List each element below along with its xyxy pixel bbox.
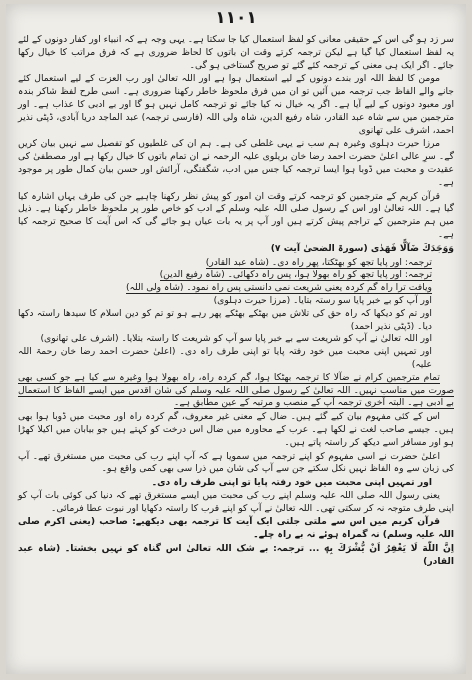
translation-line [18,257,432,270]
translation-line: اور تم کو دیکھا کہ راہ حق کی تلاش میں بھٹکے بھٹکے پھر رہے ہو تو تم کو دین اسلام کا سیدھا راستہ دکھا دیا۔ (ڈپٹی نذیر احمد) [18,307,432,332]
closing-verse: اِنَّ اللّٰهَ لَا يَغْفِرُ اَنْ يُّشْرَكَ بِهٖ ... ترجمہ: بے شک اللہ تعالیٰ اس گناہ کو نہیں بخشتا۔ (شاہ عبد القادر) [18,543,454,567]
ayah-verse: وَوَجَدَكَ ضَآلًّا فَهَدٰى (سورۃ الضحیٰ آیت ۷) [270,242,454,254]
document-page [6,4,466,674]
paragraph: اس کے کئی مفہوم بیان کیے گئے ہیں۔ ضال کے معنی غیر معروف، گم کردہ راہ اور محبت میں ڈوبا ہوا بھی ہیں۔ جیسے صاحب لغت نے لکھا ہے۔ عرب کے محاورہ میں ضال اس درخت کو کہتے ہیں جو بیابان میں اکیلا کھڑا ہو اور مسافر اسے دیکھ کر راستہ پاتے ہیں۔ [18,411,454,448]
underlined-text: تمام مترجمین کرام نے ضآلا کا ترجمہ بھٹکا ہوا، گم کردہ راہ، راہ بھولا ہوا وغیرہ سے کیا ہے جو کسی بھی صورت میں مناسب نہیں۔ اللہ تعالیٰ کے رسول صلی اللہ علیہ وسلم کی شان اقدس میں ایسے الفاظ کا استعمال بے ادبی ہے۔ البتہ آخری ترجمہ آپ کے منصب و مرتبہ کے عین مطابق ہے۔ [18,371,454,409]
translation-line [18,269,432,282]
body-text [18,34,454,570]
translation-text: ترجمہ: اور پایا تجھ کو بھٹکتا، پھر راہ دی۔ (شاہ عبد القادر) [205,256,432,268]
paragraph: مومن کا لفظ اللہ اور بندے دونوں کے لیے استعمال ہوا ہے اور اللہ تعالیٰ اور رب العزت کے لیے استعمال کئے جانے والے الفاظ جب ترجمہ میں آئیں تو ان میں فرق ملحوظ خاطر رکھنا ضروری ہے۔ اسی طرح لفظ شاکر بندہ اور معبود دونوں کے لیے آیا ہے۔ اگر یہ خیال نہ کیا جائے تو ترجمہ کامل نہیں ہو گا اور بے ادبی کا عذاب ہے۔ اور مترجمین میں سے شاہ عبد القادر، شاہ رفیع الدین، شاہ ولی اللہ (فارسی ترجمہ) عبد الماجد دریا آبادی، ڈپٹی نذیر احمد، اشرف علی تھانوی [18,73,454,136]
translation-line: اور تمہیں اپنی محبت میں خود رفتہ پایا تو اپنی طرف راہ دی۔ (اعلیٰ حضرت احمد رضا خان رحمۃ اللہ علیہ) [18,346,432,370]
translation-text: ترجمہ: اور پایا تجھ کو راہ بھولا ہوا، پس راہ دکھائی۔ (شاہ رفیع الدین) [159,269,432,281]
paragraph [18,516,454,542]
paragraph: اعلیٰ حضرت نے اسی مفہوم کو اپنے ترجمہ میں سمویا ہے کہ آپ اپنے رب کی محبت میں مستغرق تھے۔ آپ کی زبان سے وہ الفاظ نہیں نکل سکتے جن سے آپ کی شان میں ذرا سی بھی کمی واقع ہو۔ [18,450,454,475]
page-number: ۱۱۰۱ [215,8,257,28]
translation-line [18,282,432,295]
translation-line: اور اللہ تعالیٰ نے آپ کو شریعت سے بے خبر پایا سو آپ کو شریعت کا راستہ بتلایا۔ (اشرف علی تھانوی) [40,333,432,345]
translation-line: اور تمہیں اپنی محبت میں خود رفتہ پایا تو اپنی طرف راہ دی۔ [151,477,432,489]
paragraph [18,372,454,410]
translation-text: ویافت ترا راہ گم کردہ یعنی شریعت نمی دانستی پس راہ نمود۔ (شاہ ولی اللہ) [125,282,432,294]
paragraph: مرزا حیرت دہلوی وغیرہ ہم سب نے یہی غلطی کی ہے۔ ہم ان کی غلطیوں کو تفصیل سے نہیں بیان کریں گے۔ سرِ عالی اعلیٰ حضرت احمد رضا خان بریلوی علیہ الرحمہ نے ان تمام باتوں کا خیال رکھا ہے اور مصطفیٰ کی عقیدت و محبت میں ڈوبا ہوا ایسا ترجمہ کیا جس میں ادب، شگفتگی، آرائش اور حسن بیان کمال طور پر موجود ہے۔ [18,138,454,188]
paragraph: قرآن کریم کے مترجمین کو ترجمہ کرتے وقت ان امور کو پیش نظر رکھنا چاہیے جن کی طرف یہاں اشارہ کیا گیا ہے۔ اللہ تعالیٰ اور اس کے رسول صلی اللہ علیہ وسلم کے ادب کو خاص طور پر ملحوظ خاطر رکھنا ہے۔ ذیل میں ہم مترجمین کے تراجم پیش کرتے ہیں اور آپ پر یہ بات عیاں ہو جائے گی کہ اس آیت کا صحیح ترجمہ کیا ہے۔ [18,190,454,240]
paragraph: سر زد ہو گی اس کے حقیقی معانی کو لفظ استعمال کیا جا سکتا ہے۔ یہی وجہ ہے کہ انبیاء اور کفار دونوں کے لئے یہ لفظ استعمال کیا گیا ہے لیکن ترجمہ کرتے وقت ان باتوں کا لحاظ ضروری ہے کہ فرق مراتب کا خیال رکھا جائے۔ اگر ایک ہی معنی کے ترجمہ کئے گئے تو صریح گستاخی ہو گی۔ [18,34,454,71]
paragraph: یعنی رسول اللہ صلی اللہ علیہ وسلم اپنے رب کی محبت میں ایسے مستغرق تھے کہ دنیا کی کوئی بات آپ کو اپنی طرف متوجہ نہ کر سکتی تھی۔ اللہ تعالیٰ نے آپ کو اپنے قرب کا راستہ دکھایا اور نبوت عطا فرمائی۔ [18,489,454,514]
translation-line: اور آپ کو بے خبر پایا سو رستہ بتایا۔ (مرزا حیرت دہلوی) [213,294,432,306]
highlighted-text: قرآن کریم میں اس سے ملتی جلتی ایک آیت کا ترجمہ بھی دیکھیے: صاحب (یعنی اکرم صلی اللہ علیہ وسلم) نہ گمراہ ہوئے نہ بے راہ چلے۔ [18,516,454,541]
